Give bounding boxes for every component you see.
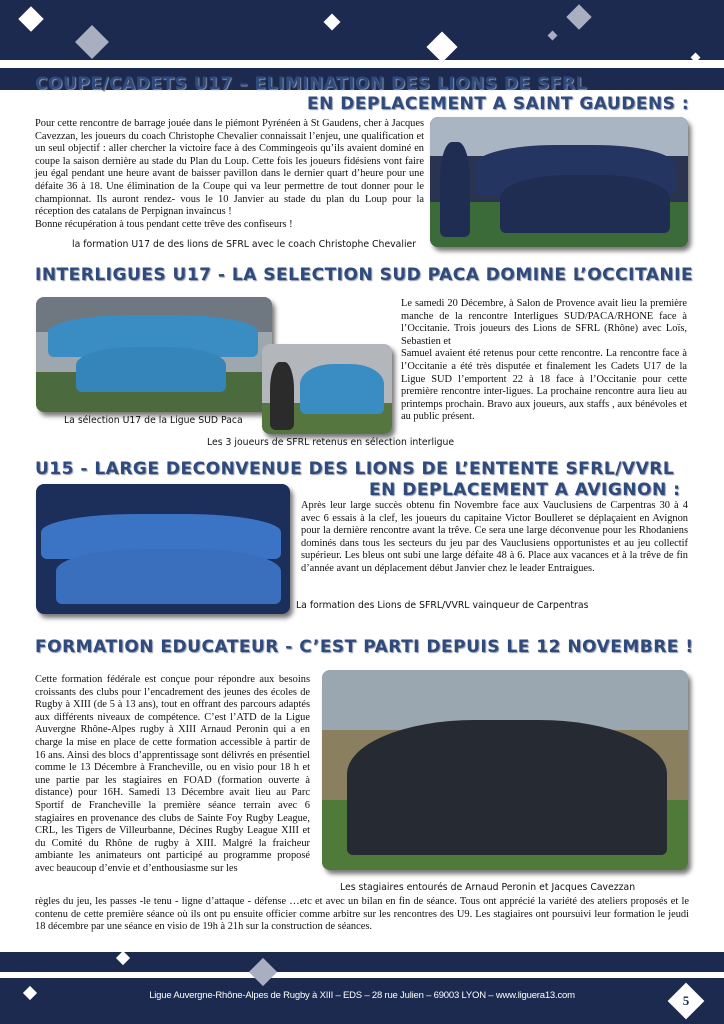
footer-address: Ligue Auvergne-Rhône-Alpes de Rugby à XIII – EDS – 28 rue Julien – 69003 LYON – www.liguera13.com bbox=[149, 990, 575, 1001]
article-body: Après leur large succès obtenu fin Novembre face aux Vauclusiens de Carpentras 30 à 4 avec 6 essais à la clef, les joueurs du capitaine Victor Boulleret se déplaçaient en Avignon pour la dernière rencontre avant la trêve. Ce sera une large déconvenue pour les Rhodaniens dominés dans tous les secteurs du jeu par des Vauclusiens opportunistes et au jeu collectif supérieur. Les bleus ont subi une large défaite 48 à 6. Place aux vacances et à la trêve de fin d’année avant un déplacement début Janvier chez le leader Entraigues. bbox=[301, 500, 688, 574]
team-photo-u17-sfrl bbox=[430, 117, 688, 247]
section-title: FORMATION EDUCATEUR - C’EST PARTI DEPUIS LE 12 NOVEMBRE ! bbox=[35, 637, 694, 657]
header-band bbox=[0, 0, 724, 60]
footer-band bbox=[0, 952, 724, 972]
article-paragraph: Bonne récupération à tous pendant cette trêve des confiseurs ! bbox=[35, 218, 293, 230]
photo-trainees bbox=[322, 670, 688, 870]
section-title-line2: EN DEPLACEMENT A SAINT GAUDENS : bbox=[307, 94, 690, 114]
page-number: 5 bbox=[682, 993, 690, 1008]
article-body: Cette formation fédérale est conçue pour répondre aux besoins croissants des clubs pour l’encadrement des jeunes des écoles de Rugby à XIII (de 5 à 13 ans), tout en offrant des parcours adaptés aux différents niveaux de compétence. C’est l’ATD de la Ligue Auvergne Rhône-Alpes rugby à XIII Arnaud Peronin qui a en charge la mise en place de cette formation accessible à partir de 16 ans. Ainsi des blocs d’apprentissage sont délivrés en présentiel comme le 13 Décembre à Francheville, ou en visio pour 18 h et une partie par les stagiaires en FOAD (formation ouverte à distance) pour 16H. Samedi 13 Décembre avait lieu au Parc Sportif de Francheville la première séance terrain avec 6 stagiaires en provenance des clubs de Sainte Foy Rugby League, CRL, les Tigers de Villeurbanne, Décines Rugby League XIII et du Comité du Rhône de rugby à XIII. Malgré la fraicheur ambiante les animateurs ont participé au programme proposé avec beaucoup d’envie et d’enthousiasme sur les bbox=[35, 674, 310, 874]
photo-caption: la formation U17 de des lions de SFRL avec le coach Christophe Chevalier bbox=[72, 239, 417, 250]
photo-three-players bbox=[262, 344, 392, 434]
team-photo-sud-paca bbox=[36, 297, 272, 412]
article-paragraph: Samuel avaient été retenus pour cette rencontre. La rencontre face à l’Occitanie a été très disputée et finalement les Cadets U17 de la Ligue SUD l’emportent 22 à 18 face à l’Occitanie pour cette première rencontre inter-ligues. La prochaine rencontre aura lieu au printemps prochain. Bravo aux joueurs, aux staffs , aux bénévoles et au public présent. bbox=[401, 348, 687, 423]
photo-caption: La formation des Lions de SFRL/VVRL vainqueur de Carpentras bbox=[296, 600, 589, 611]
footer-band-lower bbox=[0, 978, 724, 1024]
section-title: INTERLIGUES U17 - LA SELECTION SUD PACA DOMINE L’OCCITANIE bbox=[35, 265, 694, 285]
section-title: U15 - LARGE DECONVENUE DES LIONS DE L’ENTENTE SFRL/VVRL bbox=[35, 459, 675, 479]
article-body bbox=[401, 298, 687, 424]
article-paragraph: Pour cette rencontre de barrage jouée dans le piémont Pyrénéen à St Gaudens, cher à Jacques Cavezzan, les joueurs du coach Christophe Chevalier connaissait l’enjeu, une qualification et un seul objectif : aller chercher la victoire face à des Commingeois qu’ils avaient dominé en coupe la saison dernière au stade du Plan du Loup. Cette fois les joueurs fidésiens vont faire jeu égal pendant une heure avant de baisser pavillon dans le dernier quart d’heure pour une défaite 36 à 18. Une élimination de la Coupe qui va leur permettre de tout donner pour le championnat. Ils auront rendez- vous le 10 Janvier au stade du plan du Loup pour la réception des catalans de Perpignan invaincus ! bbox=[35, 118, 424, 218]
section-title: COUPE/CADETS U17 – ELIMINATION DES LIONS DE SFRL bbox=[35, 74, 587, 94]
photo-caption: La sélection U17 de la Ligue SUD Paca bbox=[64, 415, 243, 426]
photo-caption: Les stagiaires entourés de Arnaud Peronin et Jacques Cavezzan bbox=[340, 882, 636, 893]
header-divider bbox=[0, 60, 724, 68]
article-body bbox=[35, 118, 424, 231]
team-photo-u15-sfrl-vvrl bbox=[36, 484, 290, 614]
photo-caption: Les 3 joueurs de SFRL retenus en sélection interligue bbox=[207, 437, 455, 448]
article-paragraph: Le samedi 20 Décembre, à Salon de Provence avait lieu la première manche de la rencontre Interligues SUD/PACA/RHONE face à l’Occitanie. Trois joueurs des Lions de SFRL (Rhône) avec Loïs, Sebastien et bbox=[401, 298, 687, 347]
section-title-line2: EN DEPLACEMENT A AVIGNON : bbox=[369, 480, 681, 500]
article-body-continued: règles du jeu, les passes -le tenu - ligne d’attaque - défense …etc et avec un bilan en fin de séance. Tous ont apprécié la variété des ateliers proposés et le contenu de cette première séance où ils ont pu ensuite officier comme arbitre sur les rencontres des U9. Les stagiaires ont poursuivi leur formation le jeudi 18 décembre par une séance en visio de 19h à 21h sur la construction de séances. bbox=[35, 896, 689, 933]
